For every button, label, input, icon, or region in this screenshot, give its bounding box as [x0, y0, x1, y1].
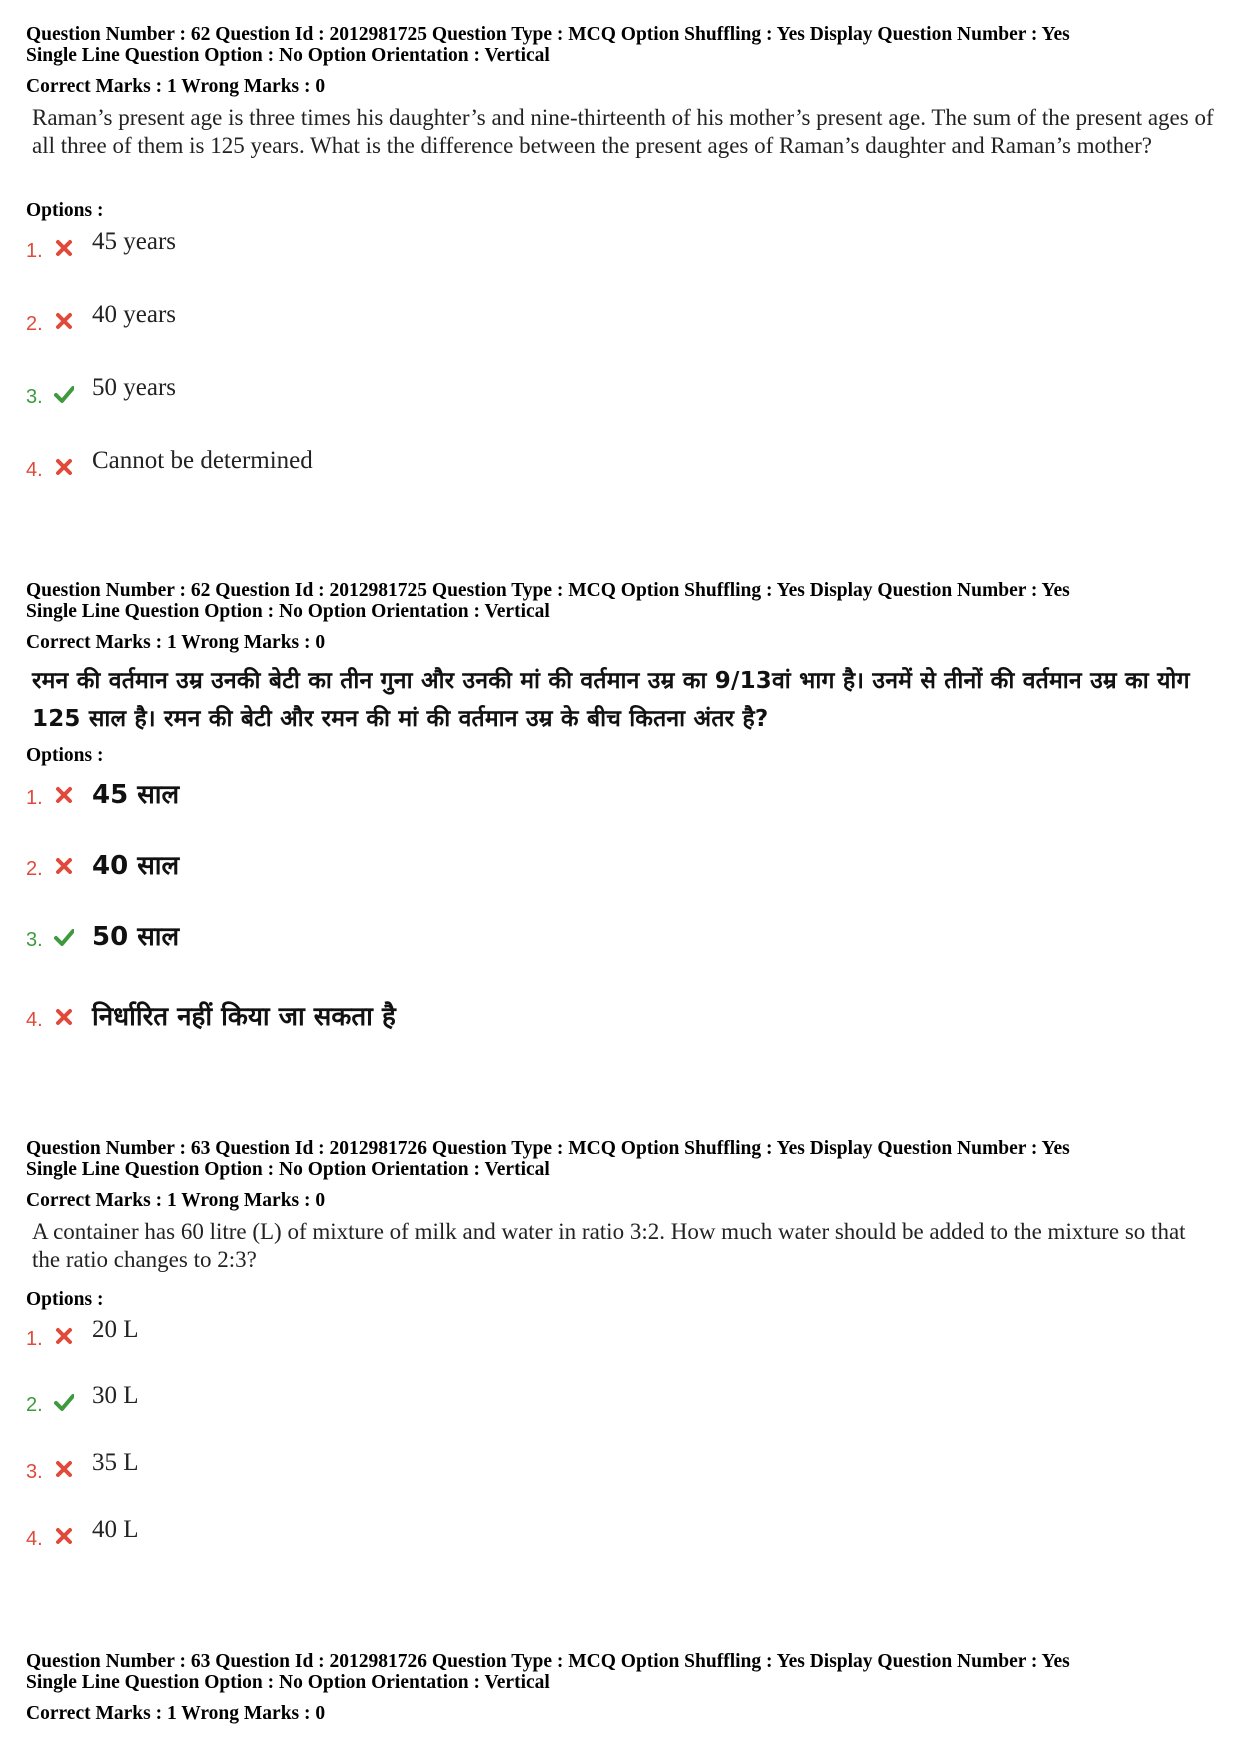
question-meta-line: Single Line Question Option : No Option Orientation : Vertical: [26, 1672, 550, 1693]
cross-icon: [54, 1007, 74, 1027]
question-meta-line: Question Number : 63 Question Id : 2012981726 Question Type : MCQ Option Shuffling : Yes Display Question Number : Yes: [26, 1138, 1070, 1159]
cross-icon: [54, 238, 74, 258]
option-number: 2.: [26, 1394, 43, 1416]
option-item: [26, 228, 726, 268]
option-text: 30 L: [92, 1382, 139, 1409]
option-text: Cannot be determined: [92, 447, 313, 474]
option-text: 45 साल: [92, 780, 180, 810]
option-item: [26, 1516, 726, 1556]
question-block: [26, 580, 1216, 1080]
option-text: 20 L: [92, 1316, 139, 1343]
option-item: [26, 301, 726, 341]
option-text: 50 साल: [92, 922, 180, 952]
option-text: 50 years: [92, 374, 176, 401]
marks-line: Correct Marks : 1 Wrong Marks : 0: [26, 76, 326, 97]
question-block: [26, 1651, 1216, 1741]
cross-icon: [54, 856, 74, 876]
option-text: 45 years: [92, 228, 176, 255]
check-icon: [54, 927, 74, 947]
option-item: [26, 1449, 726, 1489]
option-number: 4.: [26, 1528, 43, 1550]
question-text: A container has 60 litre (L) of mixture of milk and water in ratio 3:2. How much water should be added to the mixture so that the ratio changes to 2:3?: [32, 1219, 1186, 1272]
question-meta-line: Single Line Question Option : No Option Orientation : Vertical: [26, 45, 550, 66]
question-meta-line: Single Line Question Option : No Option Orientation : Vertical: [26, 601, 550, 622]
question-meta-line: Question Number : 62 Question Id : 2012981725 Question Type : MCQ Option Shuffling : Yes Display Question Number : Yes: [26, 24, 1070, 45]
option-number: 3.: [26, 1461, 43, 1483]
option-number: 3.: [26, 386, 43, 408]
option-item: [26, 917, 726, 957]
question-meta-line: Single Line Question Option : No Option Orientation : Vertical: [26, 1159, 550, 1180]
option-text: 40 L: [92, 1516, 139, 1543]
cross-icon: [54, 457, 74, 477]
cross-icon: [54, 311, 74, 331]
option-text: 40 साल: [92, 851, 180, 881]
option-item: [26, 846, 726, 886]
option-item: [26, 447, 726, 487]
question-text: रमन की वर्तमान उम्र उनकी बेटी का तीन गुना और उनकी मां की वर्तमान उम्र का 9/13वां भाग है। उनमें से तीनों की वर्तमान उम्र का योग 125 साल है। रमन की बेटी और रमन की मां की वर्तमान उम्र के बीच कितना अंतर है?: [32, 668, 1190, 732]
marks-line: Correct Marks : 1 Wrong Marks : 0: [26, 632, 326, 653]
marks-line: Correct Marks : 1 Wrong Marks : 0: [26, 1190, 326, 1211]
option-number: 3.: [26, 929, 43, 951]
marks-line: Correct Marks : 1 Wrong Marks : 0: [26, 1703, 326, 1724]
question-meta-line: Question Number : 62 Question Id : 2012981725 Question Type : MCQ Option Shuffling : Yes Display Question Number : Yes: [26, 580, 1070, 601]
option-item: [26, 1316, 726, 1356]
option-text: निर्धारित नहीं किया जा सकता है: [92, 1002, 396, 1032]
options-label: Options :: [26, 1289, 104, 1310]
cross-icon: [54, 1526, 74, 1546]
question-meta-line: Question Number : 63 Question Id : 2012981726 Question Type : MCQ Option Shuffling : Yes Display Question Number : Yes: [26, 1651, 1070, 1672]
check-icon: [54, 384, 74, 404]
option-number: 1.: [26, 240, 43, 262]
option-number: 1.: [26, 787, 43, 809]
question-text: Raman’s present age is three times his daughter’s and nine-thirteenth of his mother’s present age. The sum of the present ages of all three of them is 125 years. What is the difference between the present ages of Raman’s daughter and Raman’s mother?: [32, 105, 1214, 158]
option-text: 35 L: [92, 1449, 139, 1476]
options-label: Options :: [26, 745, 104, 766]
option-number: 1.: [26, 1328, 43, 1350]
cross-icon: [54, 785, 74, 805]
option-number: 4.: [26, 459, 43, 481]
option-number: 4.: [26, 1009, 43, 1031]
option-item: [26, 374, 726, 414]
option-item: [26, 1382, 726, 1422]
option-number: 2.: [26, 858, 43, 880]
option-number: 2.: [26, 313, 43, 335]
option-item: [26, 997, 726, 1037]
cross-icon: [54, 1326, 74, 1346]
check-icon: [54, 1392, 74, 1412]
cross-icon: [54, 1459, 74, 1479]
question-block: [26, 24, 1216, 524]
option-text: 40 years: [92, 301, 176, 328]
options-label: Options :: [26, 200, 104, 221]
option-item: [26, 775, 726, 815]
question-block: [26, 1138, 1216, 1598]
